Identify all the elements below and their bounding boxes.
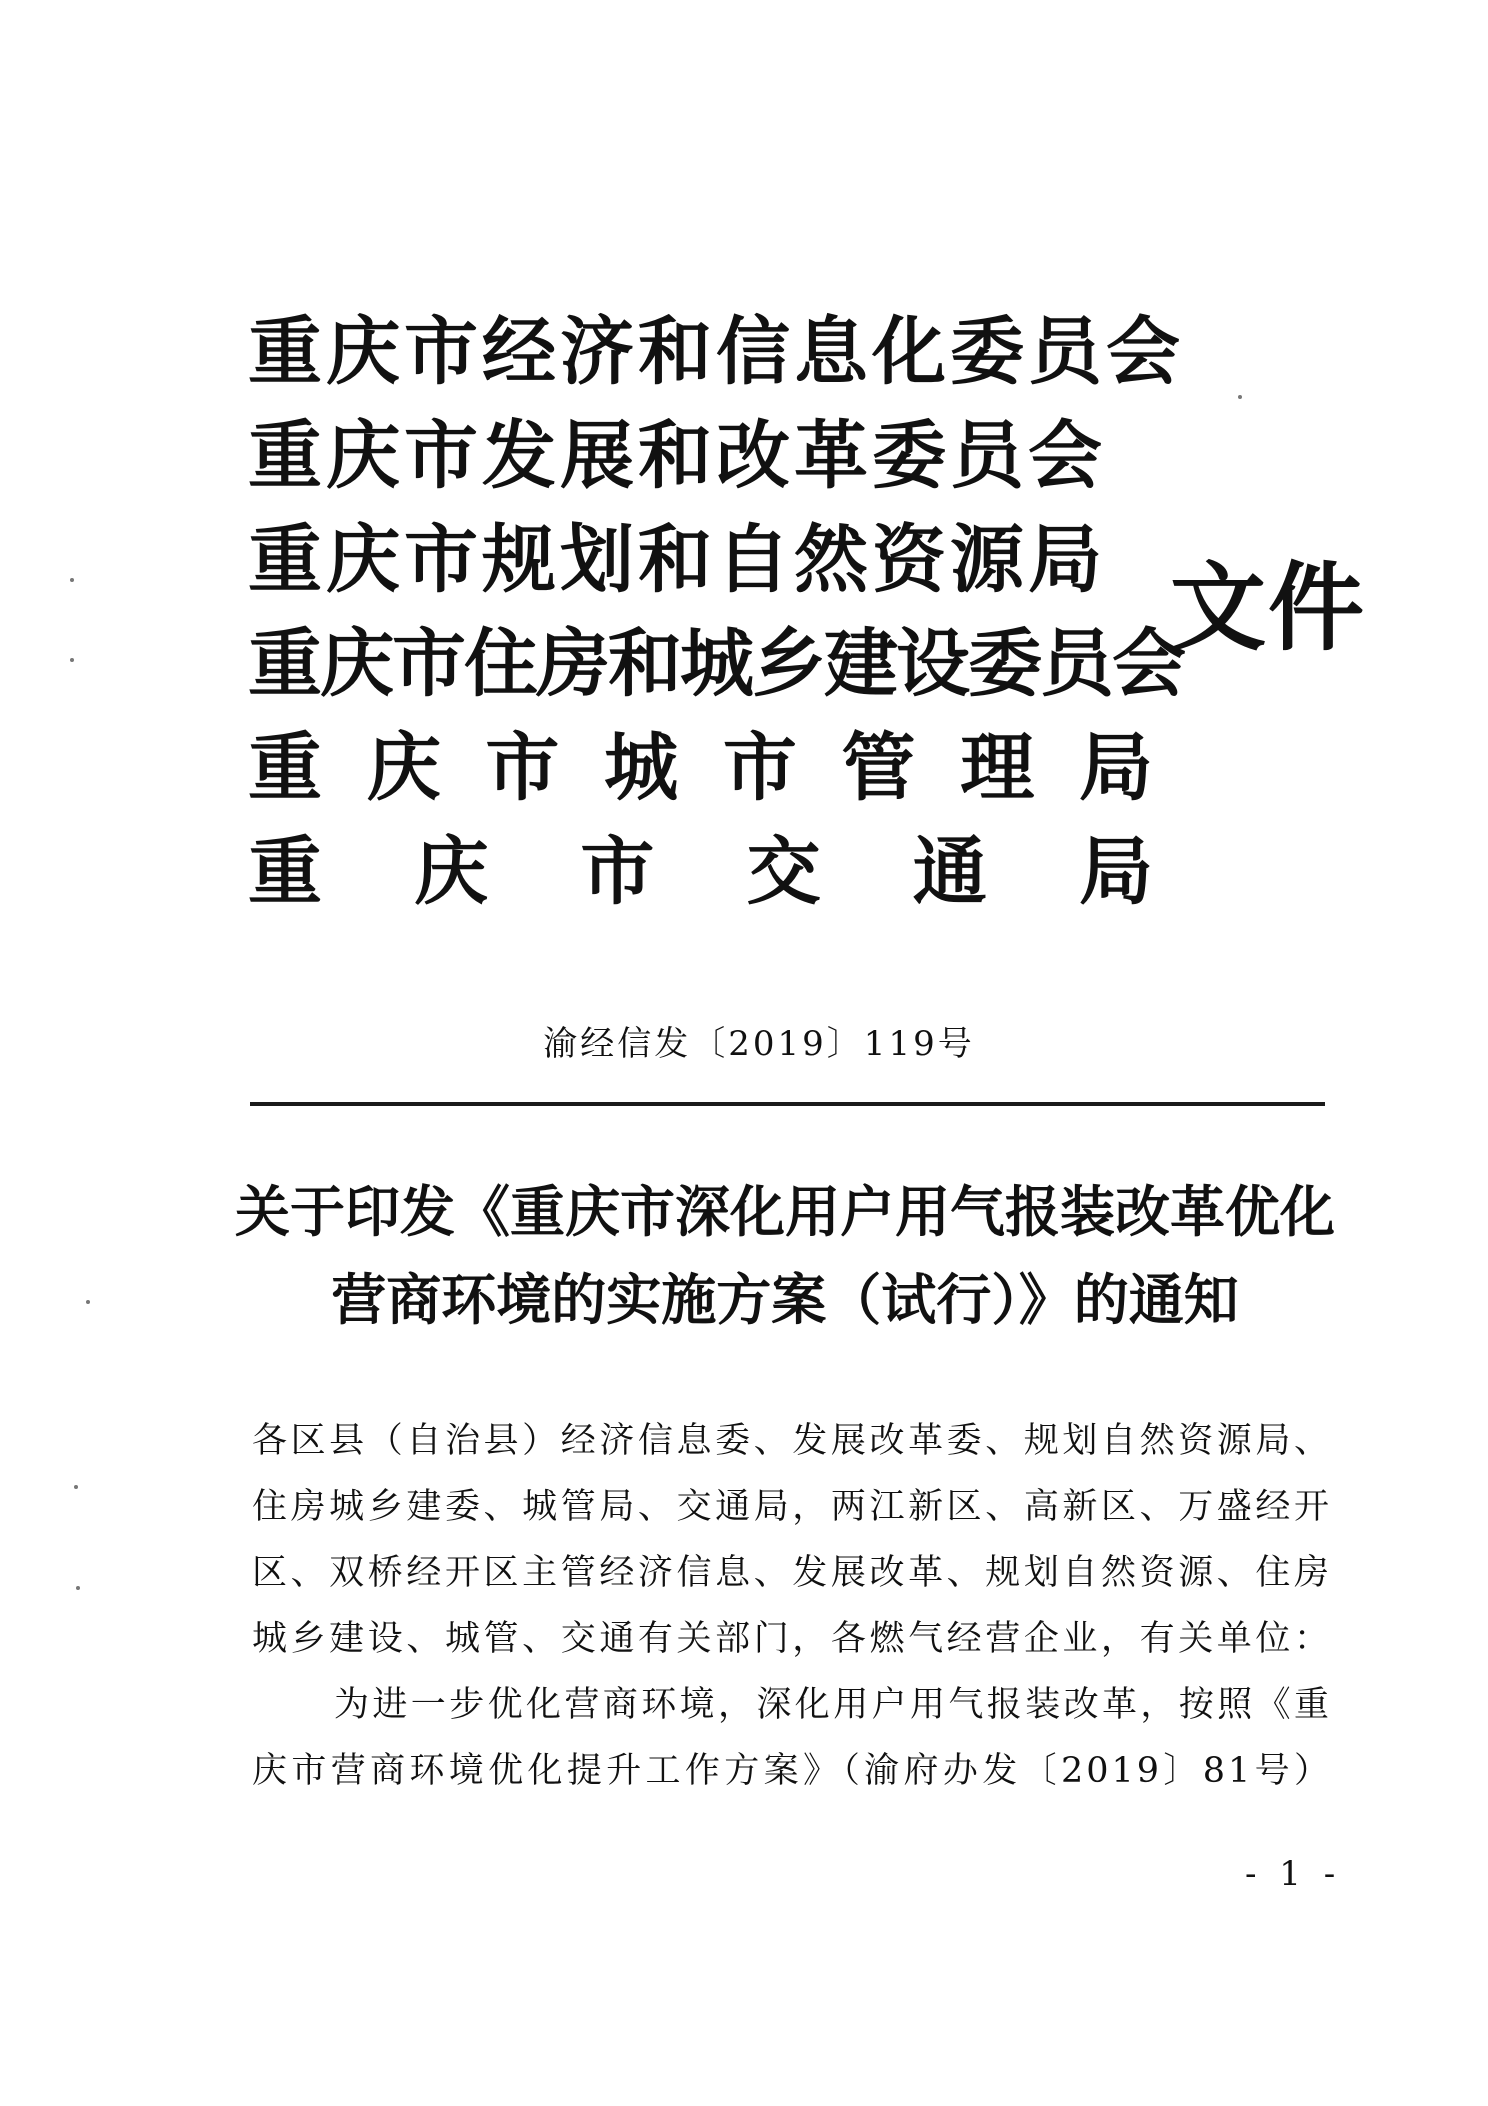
issuer-line: 重庆市经济和信息化委员会 — [248, 309, 1184, 395]
issuing-organs — [248, 300, 1184, 924]
issuer-char: 市 — [485, 725, 560, 811]
addressee-line: 各区县（自治县）经济信息委、发展改革委、规划自然资源局、 — [252, 1421, 1332, 1461]
issuer-char: 局 — [1078, 829, 1153, 915]
issuer-char: 局 — [1078, 725, 1153, 811]
header-divider — [250, 1102, 1325, 1106]
issuer-line-spread — [248, 820, 1153, 924]
title-line: 关于印发《重庆市深化用户用气报装改革优化 — [234, 1179, 1335, 1244]
document-number: 渝经信发〔2019〕119号 — [543, 1024, 975, 1064]
addressee-line: 区、双桥经开区主管经济信息、发展改革、规划自然资源、住房 — [252, 1553, 1332, 1593]
scan-speck — [1238, 395, 1242, 399]
issuer-char: 市 — [580, 829, 655, 915]
issuer-line: 重庆市发展和改革委员会 — [248, 413, 1106, 499]
document-label: 文件 — [1170, 551, 1366, 664]
issuer-char: 城 — [604, 725, 679, 811]
document-title — [230, 1168, 1340, 1344]
issuer-line: 重庆市规划和自然资源局 — [248, 517, 1106, 603]
paragraph-line: 为进一步优化营商环境，深化用户用气报装改革，按照《重 — [334, 1685, 1332, 1725]
issuer-char: 交 — [746, 829, 821, 915]
issuer-char: 市 — [722, 725, 797, 811]
scan-speck — [86, 1300, 90, 1304]
scan-speck — [76, 1586, 80, 1590]
title-line: 营商环境的实施方案（试行）》的通知 — [331, 1267, 1239, 1332]
scan-speck — [74, 1485, 78, 1489]
scan-speck — [70, 578, 74, 582]
issuer-line-spread — [248, 716, 1153, 820]
issuer-char: 管 — [841, 725, 916, 811]
issuer-line: 重庆市住房和城乡建设委员会 — [248, 621, 1184, 707]
addressee-line: 住房城乡建委、城管局、交通局，两江新区、高新区、万盛经开 — [252, 1487, 1332, 1527]
issuer-char: 重 — [248, 725, 322, 811]
addressee-line: 城乡建设、城管、交通有关部门，各燃气经营企业，有关单位： — [252, 1619, 1332, 1659]
page-number: - 1 - — [1245, 1854, 1342, 1894]
scan-speck — [70, 658, 74, 662]
issuer-char: 重 — [248, 829, 322, 915]
issuer-char: 通 — [912, 829, 987, 915]
paragraph-line: 庆市营商环境优化提升工作方案》（渝府办发〔2019〕81号） — [252, 1751, 1332, 1791]
document-body — [252, 1408, 1332, 1804]
issuer-char: 庆 — [366, 725, 441, 811]
issuer-char: 庆 — [414, 829, 489, 915]
issuer-char: 理 — [960, 725, 1035, 811]
